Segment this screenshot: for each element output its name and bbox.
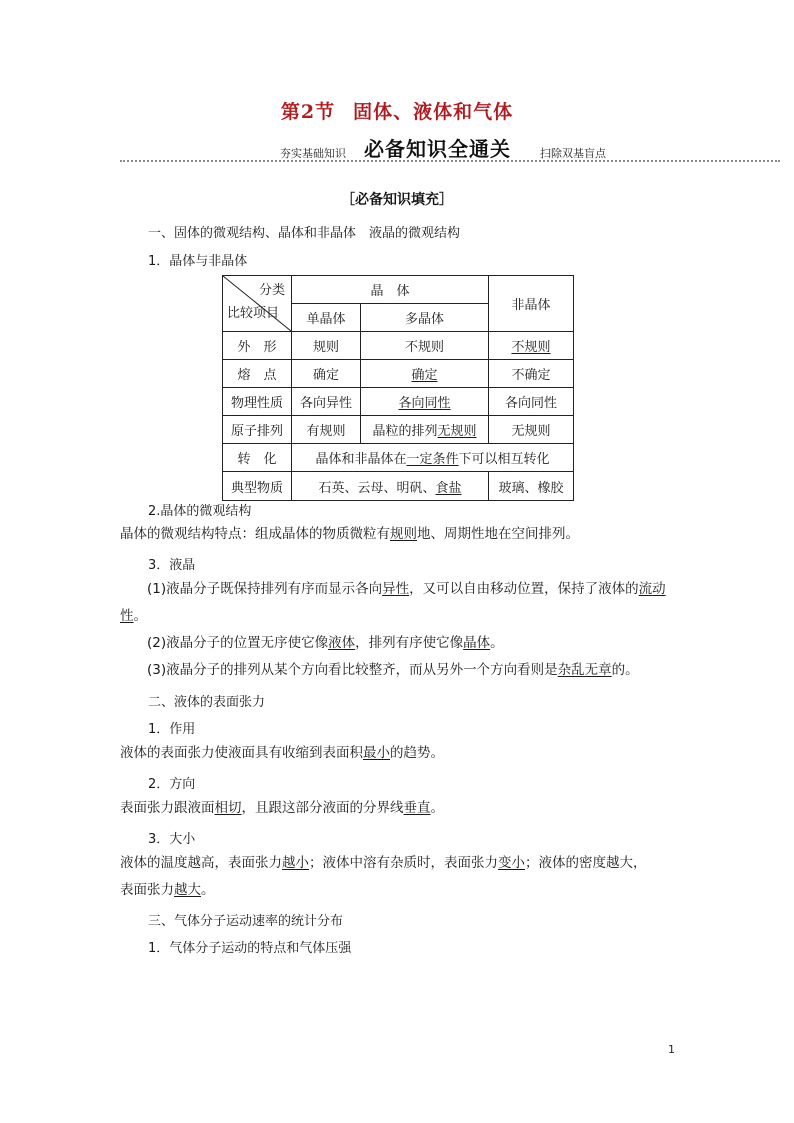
cell-amorphous-text: 不规则 [511, 340, 551, 355]
transform-pre: 晶体和非晶体在 [315, 452, 407, 467]
paragraph-lc2 [120, 630, 680, 657]
text: 。 [430, 800, 444, 816]
table-row [223, 360, 574, 388]
cell-typical-crystal [292, 472, 489, 501]
cell-amorphous: 无规则 [489, 416, 574, 444]
row-label: 外 形 [223, 332, 292, 360]
heading-2-1: 1．作用 [148, 722, 196, 737]
paragraph-direction [120, 795, 680, 822]
text: 地、周期性地在空间排列。 [417, 526, 579, 542]
cell-single: 各向异性 [292, 388, 361, 416]
cell-poly [361, 360, 489, 388]
heading-1: 一、固体的微观结构、晶体和非晶体 液晶的微观结构 [148, 226, 461, 241]
cell-poly-underlined: 无规则 [437, 424, 477, 439]
row-label: 熔 点 [223, 360, 292, 388]
text: 表面张力跟液面 [120, 800, 215, 816]
cell-poly: 不规则 [361, 332, 489, 360]
paragraph-micro [120, 521, 680, 548]
fill-answer: 动性 [120, 581, 666, 624]
cell-poly [361, 388, 489, 416]
heading-1-2: 2.晶体的微观结构 [148, 504, 252, 519]
text: 的趋势。 [390, 745, 444, 761]
header-crystal: 晶 体 [292, 276, 489, 304]
banner-center-text: 必备知识全通关 [364, 137, 511, 161]
fill-answer: 垂直 [403, 800, 431, 816]
fill-answer: 相切 [214, 800, 242, 816]
paragraph-effect [120, 740, 680, 767]
paragraph-lc3 [120, 657, 680, 684]
text: 表面张力 [120, 882, 174, 898]
page-title [0, 97, 794, 124]
section-header: ［必备知识填充］ [341, 192, 453, 208]
typical-underlined: 食盐 [435, 480, 462, 496]
cell-amorphous: 不确定 [489, 360, 574, 388]
crystal-comparison-table [222, 275, 574, 501]
text: 晶体的微观结构特点：组成晶体的物质微粒有 [120, 526, 390, 542]
fill-answer: 杂乱无章 [557, 662, 612, 678]
text: (1)液晶分子既保持排列有序而显示各向 [147, 581, 383, 597]
fill-answer: 越大 [174, 882, 201, 898]
corner-bottom-label: 比较项目 [227, 306, 280, 321]
fill-answer: 晶体 [463, 635, 491, 651]
header-poly: 多晶体 [361, 304, 489, 332]
text: ，又可以自由移动位置，保持了液体的 [409, 581, 639, 597]
heading-3: 三、气体分子运动速率的统计分布 [148, 914, 344, 929]
heading-2: 二、液体的表面张力 [148, 695, 266, 710]
banner-left-text: 夯实基础知识 [280, 147, 346, 160]
text: ，排列有序使它像 [355, 635, 464, 651]
cell-transform [292, 444, 574, 472]
fill-answer: 最小 [363, 745, 390, 761]
cell-amorphous: 各向同性 [489, 388, 574, 416]
row-label: 转 化 [223, 444, 292, 472]
text: ；液体的密度越大， [525, 855, 647, 871]
text: ，且跟这部分液面的分界线 [241, 800, 404, 816]
transform-underlined: 一定条件 [406, 452, 459, 467]
heading-2-2: 2．方向 [148, 777, 196, 792]
section-title: 固体、液体和气体 [353, 101, 514, 123]
heading-1-3: 3．液晶 [148, 558, 196, 573]
row-label: 原子排列 [223, 416, 292, 444]
fill-answer: 越小 [282, 855, 309, 871]
fill-answer: 液体 [328, 635, 356, 651]
text: 。 [133, 608, 147, 624]
cell-poly-pre: 晶粒的排列 [372, 424, 438, 439]
page-number: 1 [668, 1043, 675, 1056]
transform-post: 下可以相互转化 [458, 452, 550, 467]
table-row [223, 388, 574, 416]
banner-right-text: 扫除双基盲点 [540, 147, 606, 160]
text: (3)液晶分子的排列从某个方向看比较整齐，而从另外一个方向看则是 [147, 662, 558, 678]
cell-poly-text: 各向同性 [398, 396, 451, 411]
table-row [223, 444, 574, 472]
table-row [223, 472, 574, 501]
text: (2)液晶分子的位置无序使它像 [147, 635, 329, 651]
cell-amorphous [489, 332, 574, 360]
fill-answer: 流 [638, 581, 653, 597]
row-label: 典型物质 [223, 472, 292, 501]
cell-single: 确定 [292, 360, 361, 388]
text: ；液体中溶有杂质时，表面张力 [309, 855, 498, 871]
row-label: 物理性质 [223, 388, 292, 416]
fill-answer: 规则 [390, 526, 417, 542]
fill-answer: 异性 [382, 581, 410, 597]
section-number: 第2节 [280, 101, 336, 123]
text: 的。 [611, 662, 639, 678]
banner [120, 133, 780, 163]
fill-answer: 变小 [498, 855, 525, 871]
table-corner-cell [223, 276, 292, 332]
paragraph-lc1 [120, 576, 680, 630]
text: 。 [201, 882, 215, 898]
cell-single: 有规则 [292, 416, 361, 444]
cell-amorphous: 玻璃、橡胶 [489, 472, 574, 501]
cell-poly [361, 416, 489, 444]
header-single: 单晶体 [292, 304, 361, 332]
typical-pre: 石英、云母、明矾、 [318, 480, 436, 496]
text: 。 [490, 635, 504, 651]
paragraph-size [120, 850, 680, 904]
heading-3-1: 1．气体分子运动的特点和气体压强 [148, 941, 352, 956]
cell-single: 规则 [292, 332, 361, 360]
text: 液体的表面张力使液面具有收缩到表面积 [120, 745, 363, 761]
header-amorphous: 非晶体 [489, 276, 574, 332]
table-row [223, 416, 574, 444]
heading-1-1: 1．晶体与非晶体 [148, 254, 248, 269]
text: 液体的温度越高，表面张力 [120, 855, 282, 871]
table-row [223, 332, 574, 360]
cell-poly-text: 确定 [411, 368, 438, 383]
corner-top-label: 分类 [258, 283, 285, 298]
heading-2-3: 3．大小 [148, 832, 196, 847]
